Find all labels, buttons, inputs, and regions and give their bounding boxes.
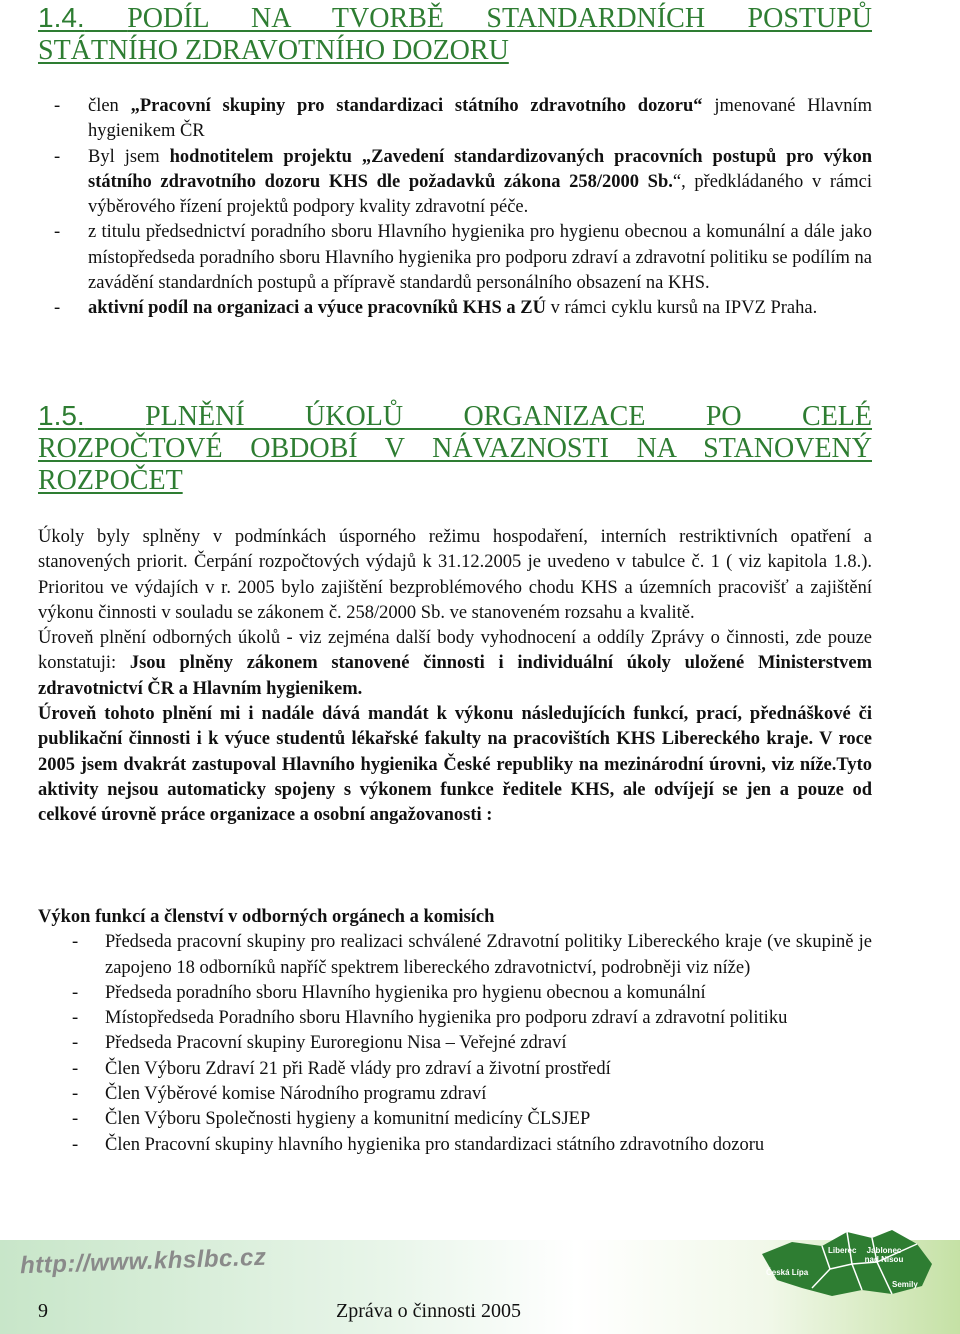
paragraph-level: Úroveň plnění odborných úkolů - viz zejména další body vyhodnocení a oddíly Zprávy o činnosti, zde pouze konstatuji: Jsou plněny zákonem stanovené činnosti i individuální úkoly uložené Ministerstvem zdravotnictví ČR a Hlavním hygienikem. — [38, 628, 872, 699]
list-item: - Byl jsem hodnotitelem projektu „Zavedení standardizovaných pracovních postupů pro výkon státního zdravotního dozoru KHS dle požadavků zákona 258/2000 Sb.“, předkládaného v rámci výběrového řízení projektů podpory kvality zdravotní péče. — [54, 146, 872, 218]
list-item: - Člen Výboru Společnosti hygieny a komunitní medicíny ČLSJEP — [72, 1109, 591, 1130]
paragraph-mandate: Úroveň tohoto plnění mi i nadále dává mandát k výkonu následujících funkcí, prací, přednáškové či publikační činnosti i k výuce studentů lékařské fakulty na pracovištích KHS Libereckého kraje. V roce 2005 jsem dvakrát zastupoval Hlavního hygienika České republiky na mezinárodní úrovni, viz níže.Tyto aktivity nejsou automaticky spojeny s výkonem funkce ředitele KHS, ale odvíjejí se jen a pouze od celkové úrovně práce organizace a osobní angažovanosti : — [38, 704, 872, 826]
section-15-title-line1: PLNĚNÍ ÚKOLŮ ORGANIZACE PO CELÉ — [145, 401, 873, 432]
paragraph-budget: Úkoly byly splněny v podmínkách úsporného režimu hospodaření, interních restriktivních opatření a stanovených priorit. Čerpání rozpočtových výdajů k 31.12.2005 je uvedeno v tabulce č. 1 ( viz kapitola 1.8.). Prioritou ve výdajích v r. 2005 bylo zajištění bezproblémového chodu KHS a územních pracovišť a zajištění výkonu činnosti v souladu se zákonem č. 258/2000 Sb. ve stanoveném rozsahu a kvalitě. — [38, 527, 872, 623]
section-14-list — [38, 94, 872, 322]
section-14-heading — [38, 2, 872, 67]
section-15-body — [38, 525, 872, 829]
list-item: - Člen Výboru Zdraví 21 při Radě vlády pro zdraví a životní prostředí — [72, 1058, 611, 1079]
section-15-number: 1.5. — [38, 400, 85, 431]
list-item: - Předseda pracovní skupiny pro realizaci schválené Zdravotní politiky Libereckého kraje (ve skupině je zapojeno 18 odborníků napříč spektrem libereckého zdravotnictví, podrobněji viz níže) — [72, 932, 872, 978]
section-15-title-line2: ROZPOČTOVÉ OBDOBÍ V NÁVAZNOSTI NA STANOVENÝ — [38, 433, 872, 464]
list-item: - Místopředseda Poradního sboru Hlavního hygienika pro podporu zdraví a zdravotní politiku — [72, 1008, 788, 1029]
section-15-title-line3: ROZPOČET — [38, 465, 183, 496]
functions-section — [38, 905, 872, 1158]
list-item: - Předseda poradního sboru Hlavního hygienika pro hygienu obecnou a komunální — [72, 982, 706, 1003]
section-15-heading — [38, 400, 872, 497]
list-item: - člen „Pracovní skupiny pro standardizaci státního zdravotního dozoru“ jmenované Hlavním hygienikem ČR — [54, 96, 873, 142]
list-item: - Člen Výběrové komise Národního programu zdraví — [72, 1084, 487, 1105]
list-item: - Člen Pracovní skupiny hlavního hygienika pro standardizaci státního zdravotního dozoru — [72, 1134, 765, 1155]
section-14-number: 1.4. — [38, 2, 85, 33]
footer-title: Zpráva o činnosti 2005 — [336, 1300, 521, 1322]
functions-list — [38, 930, 872, 1158]
list-item: - aktivní podíl na organizaci a výuce pracovníků KHS a ZÚ v rámci cyklu kursů na IPVZ Praha. — [54, 298, 818, 319]
section-14-title-line1: PODÍL NA TVORBĚ STANDARDNÍCH POSTUPŮ — [127, 3, 873, 34]
list-item: - z titulu předsednictví poradního sboru Hlavního hygienika pro hygienu obecnou a komunální a dále jako místopředseda poradního sboru Hlavního hygienika pro podporu zdraví a zdravotní politiku se podílím na zavádění standardních postupů a přípravě standardů personálního obsazení na KHS. — [54, 222, 872, 294]
list-item: - Předseda Pracovní skupiny Euroregionu Nisa – Veřejné zdraví — [72, 1033, 567, 1054]
footer-url[interactable]: http://www.khslbc.cz — [19, 1243, 267, 1280]
functions-heading: Výkon funkcí a členství v odborných orgánech a komisích — [38, 907, 495, 927]
section-14-title-line2: STÁTNÍHO ZDRAVOTNÍHO DOZORU — [38, 35, 509, 66]
page-number: 9 — [38, 1300, 48, 1322]
map-icon: Liberec Jablonec nad Nisou Česká Lípa Semily — [752, 1224, 942, 1300]
